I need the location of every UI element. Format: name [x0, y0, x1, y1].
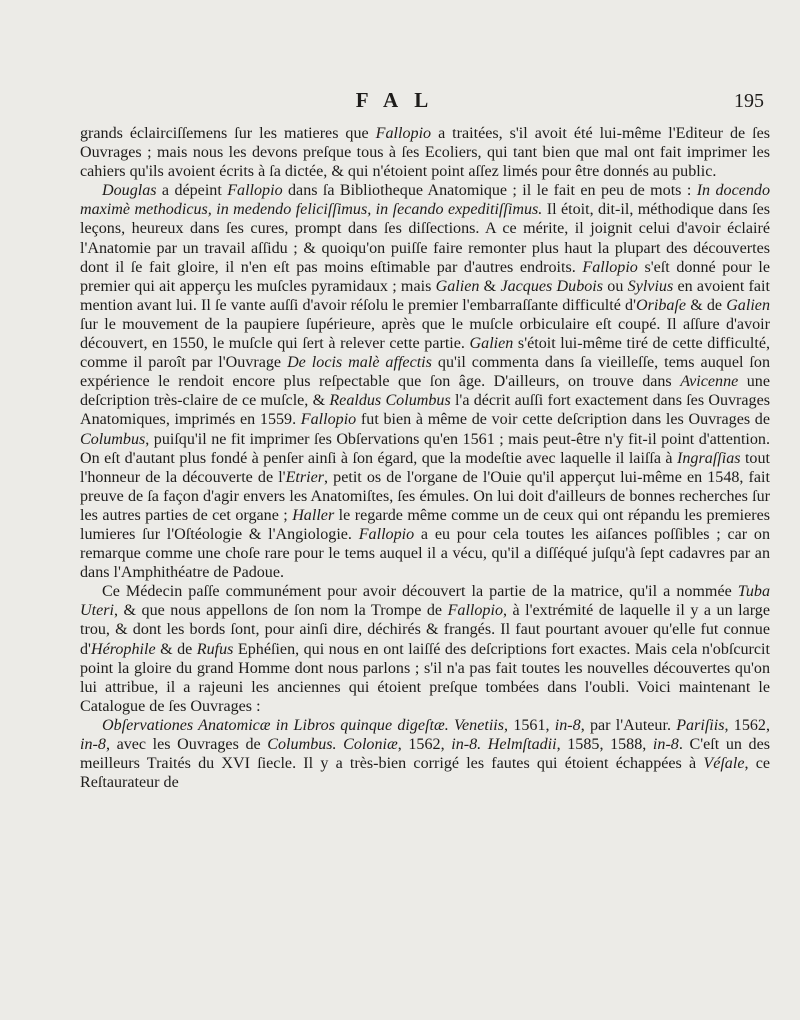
italic-run: In docendo maximè methodicus, in medendo feliciſſimus, in ſecando expeditiſſimus. [80, 182, 770, 219]
text-run: , 1562, [724, 716, 770, 734]
italic-run: in-8 [80, 736, 106, 753]
text-run: Ce Médecin paſſe communément pour avoir découvert la partie de la matrice, qu'il a nommée [102, 583, 738, 601]
italic-run: De locis malè affectis [287, 354, 432, 372]
text-run: dans ſa Bibliotheque Anatomique ; il le fait en peu de mots : [282, 182, 697, 200]
text-run: , ce Reſtaurateur de [80, 755, 770, 792]
italic-run: Douglas [102, 182, 157, 200]
italic-run: Galien [435, 277, 480, 295]
italic-run: Obſervationes Anatomicæ in Libros quinque digeſtæ. Venetiis [102, 716, 505, 734]
italic-run: Rufus [196, 640, 234, 658]
italic-run: Etrier [285, 468, 325, 486]
text-run: s'étoit lui-même tiré de cette difficulté, comme il paroît par l'Ouvrage [80, 335, 770, 372]
italic-run: Fallopio [358, 525, 415, 543]
italic-run: Columbus [80, 430, 146, 448]
text-run: tout l'honneur de la découverte de l' [80, 449, 770, 486]
text-run: , 1561, [504, 716, 555, 734]
text-run: , à l'extrémité de laquelle il y a un large trou, & dont les bords ſont, pour ainſi dire, déchirés & frangés. Il faut pourtant avouer qu'elle fut connue d' [80, 602, 770, 658]
italic-run: Galien [726, 296, 770, 314]
text-run: Ephéſien, qui nous en ont laiſſé des deſcriptions fort exactes. Mais cela n'obſcurcit point la gloire du grand Homme dont nous parlons ; s'il n'a pas fait toutes les nouvelles découvertes qu'on lui attribue, il a rajeuni les anciennes qui étoient preſque tombées dans l'oubli. Voici maintenant le Catalogue de ſes Ouvrages : [80, 640, 770, 715]
text-run: ou [603, 277, 628, 295]
italic-run: Sylvius [627, 277, 674, 295]
italic-run: Fallopio [582, 258, 638, 276]
text-run: a traitées, s'il avoit été lui-même l'Editeur de ſes Ouvrages ; mais nous les devons preſque tous à ſes Ecoliers, qui tant bien que mal ont fait imprimer les cahiers qu'ils avoient écrits à ſa dictée, & qui n'étoient point aſſez limés pour être donnés au public. [80, 125, 770, 181]
italic-run: Avicenne [680, 373, 739, 391]
page-number: 195 [734, 90, 764, 112]
italic-run: Haller [292, 506, 335, 524]
italic-run: in-8 [554, 716, 581, 734]
paragraph [80, 582, 770, 716]
text-run: en avoient fait mention avant lui. Il ſe vante auſſi d'avoir réſolu le premier l'embarraſſante difficulté d' [80, 277, 771, 314]
text-run: , par l'Auteur. [580, 716, 677, 734]
text-run: l'a décrit auſſi fort exactement dans ſes Ouvrages Anatomiques, imprimés en 1559. [80, 392, 771, 429]
italic-run: Columbus. Coloniæ [267, 736, 398, 753]
italic-run: Fallopio [300, 411, 357, 429]
text-run: s'eſt donné pour le premier qui ait apperçu les muſcles pyramidaux ; mais [80, 258, 770, 295]
italic-run: Fallopio [375, 125, 432, 142]
text-run: ſur le mouvement de la paupiere ſupérieure, après que le muſcle orbiculaire eſt coupé. Il aſſure d'avoir découvert, en 1550, le muſcle qui ſert à relever cette partie. [80, 315, 770, 353]
text-run: . C'eſt un des meilleurs Traités du XVI ſiecle. Il y a très-bien corrigé les fautes qui étoient échappées à [80, 736, 770, 773]
text-run: a dépeint [156, 182, 228, 200]
running-head: FAL [355, 88, 445, 112]
text-run: , avec les Ouvrages de [105, 736, 268, 753]
italic-run: in-8. Helmſtadii [451, 736, 557, 753]
text-run: , 1585, 1588, [556, 736, 653, 753]
italic-run: Oribaſe [635, 296, 687, 314]
italic-run: Véſale [703, 755, 745, 773]
text-run: une deſcription très-claire de ce muſcle, & [80, 373, 770, 410]
text-run: a eu pour cela toutes les aiſances poſſibles ; car on remarque comme une choſe rare pour le tems auquel il a vécu, qu'il a diſſéqué juſqu'à ſept cadavres par an dans l'Amphithéatre de Padoue. [80, 525, 771, 582]
text-run: , puiſqu'il ne fit imprimer ſes Obſervations qu'en 1561 ; mais peut-être n'y fit-il point d'attention. On eſt d'autant plus fondé à penſer ainſi à ſon égard, que la modeſtie avec laquelle il laiſſa à [80, 430, 770, 467]
text-run: , petit os de l'organe de l'Ouie qu'il apperçut lui-même en 1548, fait preuve de ſa façon d'agir envers les Anatomiſtes, ſes émules. On lui doit d'ailleurs de bonnes recherches ſur les autres parties de cet organe ; [80, 468, 770, 524]
paragraph [80, 181, 770, 582]
italic-run: Galien [469, 335, 514, 353]
text-run: , 1562, [397, 736, 452, 753]
text-run: Il étoit, dit-il, méthodique dans ſes leçons, heureux dans ſes cures, prompt dans ſes diſſections. A ce mérite, il joignit celui d'avoir éclairé l'Anatomie par un travail aſſidu ; & quoiqu'on puiſſe faire remonter plus haut la plupart des découvertes dont il ſe fait gloire, il n'en eſt pas moins eſtimable par d'autres endroits. [80, 201, 770, 276]
italic-run: Ingraſſias [677, 449, 741, 467]
text-run: & de [686, 296, 727, 314]
text-run: grands éclairciſſemens ſur les matieres que [80, 125, 376, 142]
italic-run: Fallopio [227, 182, 283, 200]
text-run: & [479, 277, 501, 295]
text-body [80, 124, 770, 792]
italic-run: Realdus Columbus [329, 392, 451, 410]
italic-run: Jacques Dubois [500, 277, 604, 295]
italic-run: Hérophile [90, 640, 156, 658]
italic-run: in-8 [652, 736, 679, 753]
text-run: & de [155, 640, 197, 658]
paragraph [80, 716, 770, 792]
text-run: qu'il commenta dans ſa vieilleſſe, tems auquel ſon expérience le rendoit encore plus reſpectable que ſon âge. D'ailleurs, on trouve dans [80, 354, 770, 391]
text-run: , & que nous appellons de ſon nom la Trompe de [113, 602, 448, 620]
text-run: le regarde même comme un de ceux qui ont répandu les premieres lumieres ſur l'Oſtéologie & l'Angiologie. [80, 506, 770, 543]
paragraph [80, 124, 770, 181]
text-run: fut bien à même de voir cette deſcription dans les Ouvrages de [356, 411, 770, 429]
italic-run: Pariſiis [676, 716, 725, 734]
italic-run: Fallopio [447, 602, 503, 620]
italic-run: Tuba Uteri [80, 583, 770, 620]
page-header [0, 86, 800, 116]
